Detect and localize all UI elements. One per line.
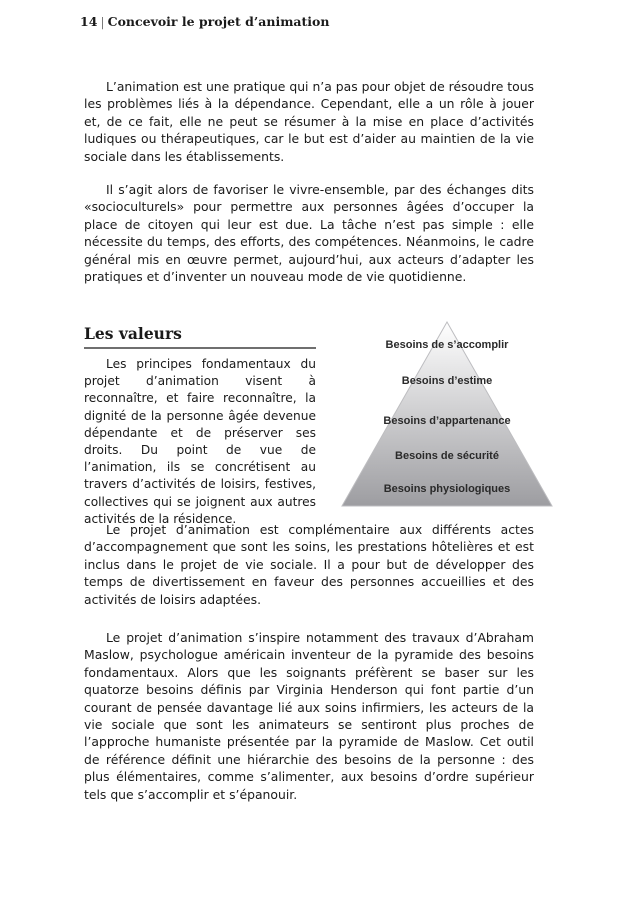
section-heading: Les valeurs	[84, 324, 182, 343]
intro-paragraph-1: L’animation est une pratique qui n’a pas pour objet de résoudre tous les problèmes liés à la dépendance. Cependant, elle a un rôle à jouer et, de ce fait, elle ne peut se résumer à la mise en place d’activités ludiques ou thérapeutiques, car le but est d’aider au maintien de la vie sociale dans les établissements.	[84, 79, 535, 164]
pyramid-level-physiological: Besoins physiologiques	[383, 483, 511, 495]
running-header	[80, 14, 329, 29]
maslow-pyramid	[340, 320, 554, 508]
pyramid-level-accomplishment: Besoins de s’accomplir	[385, 339, 509, 351]
pyramid-level-esteem: Besoins d’estime	[401, 375, 493, 387]
body-paragraph-3: Le projet d’animation est complémentaire aux différents actes d’accompagnement que sont les soins, les prestations hôtelières et est inclus dans le projet de vie sociale. Il a pour but de développer des temps de divertissement en faveur des personnes accueillies et des activités de loisirs adaptées.	[84, 522, 534, 607]
body-paragraph-4: Le projet d’animation s’inspire notamment des travaux d’Abraham Maslow, psychologue américain inventeur de la pyramide des besoins fondamentaux. Alors que les soignants préfèrent se baser sur les quatorze besoins définis par Virginia Henderson qui font partie d’un courant de pensée davantage lié aux soins infirmiers, les acteurs de la vie sociale que sont les animateurs se sentiront plus proches de l’approche humaniste présentée par la pyramide de Maslow. Cet outil de référence définit une hiérarchie des besoins de la personne : des plus élémentaires, comme s’alimenter, aux besoins d’ordre supérieur tels que s’accomplir et s’épanouir.	[84, 630, 534, 802]
page-number: 14	[80, 14, 98, 29]
chapter-title: Concevoir le projet d’animation	[107, 14, 330, 29]
heading-underline	[84, 347, 316, 349]
pyramid-level-safety: Besoins de sécurité	[395, 450, 499, 462]
header-separator: |	[100, 14, 105, 29]
intro-paragraph-2: Il s’agit alors de favoriser le vivre-ensemble, par des échanges dits «socioculturels» pour permettre aux personnes âgées d’occuper la place de citoyen qui leur est due. La tâche n’est pas simple : elle nécessite du temps, des efforts, des compétences. Néanmoins, le cadre général mis en œuvre permet, aujourd’hui, aux acteurs d’adapter les pratiques et d’inventer un nouveau mode de vie quotidienne.	[84, 182, 534, 285]
pyramid-level-belonging: Besoins d’appartenance	[383, 415, 511, 427]
values-paragraph: Les principes fondamentaux du projet d’animation visent à reconnaître, et faire reconnaître, la dignité de la personne âgée devenue dépendante et de préserver ses droits. Du point de vue de l’animation, ils se concrétisent au travers d’activités de loisirs, festives, collectives qui se joignent aux autres activités de la résidence.	[84, 357, 316, 526]
